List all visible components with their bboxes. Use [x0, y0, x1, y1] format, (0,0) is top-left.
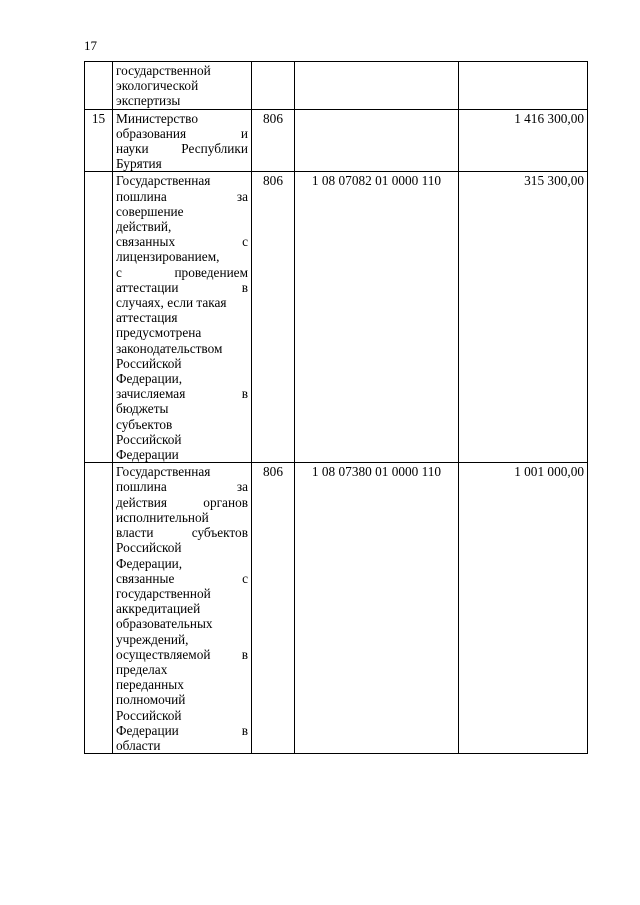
- name-line: аккредитацией: [116, 601, 201, 617]
- name-line: Государственная: [116, 464, 211, 480]
- name-line: зачисляемая в: [116, 386, 248, 402]
- row-number-cell: [85, 463, 113, 754]
- name-cell: [113, 109, 252, 172]
- name-line: науки Республики: [116, 141, 248, 157]
- classification-code-cell: 1 08 07082 01 0000 110: [295, 172, 459, 463]
- name-line: осуществляемой в: [116, 646, 248, 662]
- name-line: образования и: [116, 125, 248, 141]
- name-line: Российской: [116, 355, 182, 371]
- name-line: учреждений,: [116, 631, 189, 647]
- admin-code-cell: 806: [252, 109, 295, 172]
- name-line: совершение: [116, 203, 184, 219]
- name-line: власти субъектов: [116, 525, 248, 541]
- name-line: случаях, если такая: [116, 295, 227, 311]
- amount-cell: 315 300,00: [459, 172, 588, 463]
- name-line: субъектов: [116, 416, 173, 432]
- classification-code-cell: 1 08 07380 01 0000 110: [295, 463, 459, 754]
- name-line: переданных: [116, 677, 184, 693]
- name-line: экспертизы: [116, 93, 181, 109]
- name-cell: [113, 463, 252, 754]
- name-line: государственной: [116, 63, 211, 78]
- name-line: Федерации: [116, 447, 179, 463]
- name-line: Федерации,: [116, 371, 183, 387]
- table-row: [85, 109, 588, 172]
- amount-cell: 1 416 300,00: [459, 109, 588, 172]
- admin-code-cell: [252, 62, 295, 110]
- row-number-cell: 15: [85, 109, 113, 172]
- name-line: пределах: [116, 661, 168, 677]
- name-line: действий,: [116, 219, 172, 235]
- name-line: аттестации в: [116, 279, 248, 295]
- name-line: исполнительной: [116, 509, 209, 525]
- table-row: [85, 172, 588, 463]
- name-line: Российской: [116, 540, 182, 556]
- name-line: Государственная: [116, 173, 211, 189]
- table-body: [85, 62, 588, 754]
- name-cell: [113, 62, 252, 110]
- row-number-cell: [85, 62, 113, 110]
- budget-table: [84, 61, 588, 754]
- table-row: [85, 62, 588, 110]
- name-line: законодательством: [116, 340, 223, 356]
- row-number-cell: [85, 172, 113, 463]
- classification-code-cell: [295, 62, 459, 110]
- name-line: полномочий: [116, 692, 186, 708]
- name-line: государственной: [116, 585, 211, 601]
- table-row: [85, 463, 588, 754]
- amount-cell: 1 001 000,00: [459, 463, 588, 754]
- name-line: бюджеты: [116, 401, 169, 417]
- name-line: экологической: [116, 78, 199, 94]
- name-line: связанные с: [116, 570, 248, 586]
- name-line: Министерство: [116, 110, 198, 126]
- name-line: Бурятия: [116, 156, 162, 172]
- name-line: действия органов: [116, 494, 248, 510]
- amount-cell: [459, 62, 588, 110]
- name-line: образовательных: [116, 616, 213, 632]
- name-line: предусмотрена: [116, 325, 202, 341]
- name-line: Российской: [116, 707, 182, 723]
- name-line: Федерации,: [116, 555, 183, 571]
- page-number: 17: [84, 38, 97, 53]
- name-cell: [113, 172, 252, 463]
- name-line: лицензированием,: [116, 249, 220, 265]
- name-line: Федерации в: [116, 722, 248, 738]
- admin-code-cell: 806: [252, 172, 295, 463]
- classification-code-cell: [295, 109, 459, 172]
- admin-code-cell: 806: [252, 463, 295, 754]
- name-line: Российской: [116, 431, 182, 447]
- name-line: аттестация: [116, 310, 178, 326]
- name-line: связанных с: [116, 234, 248, 250]
- name-line: пошлина за: [116, 188, 248, 204]
- name-line: области: [116, 737, 161, 753]
- name-line: с проведением: [116, 264, 248, 280]
- name-line: пошлина за: [116, 479, 248, 495]
